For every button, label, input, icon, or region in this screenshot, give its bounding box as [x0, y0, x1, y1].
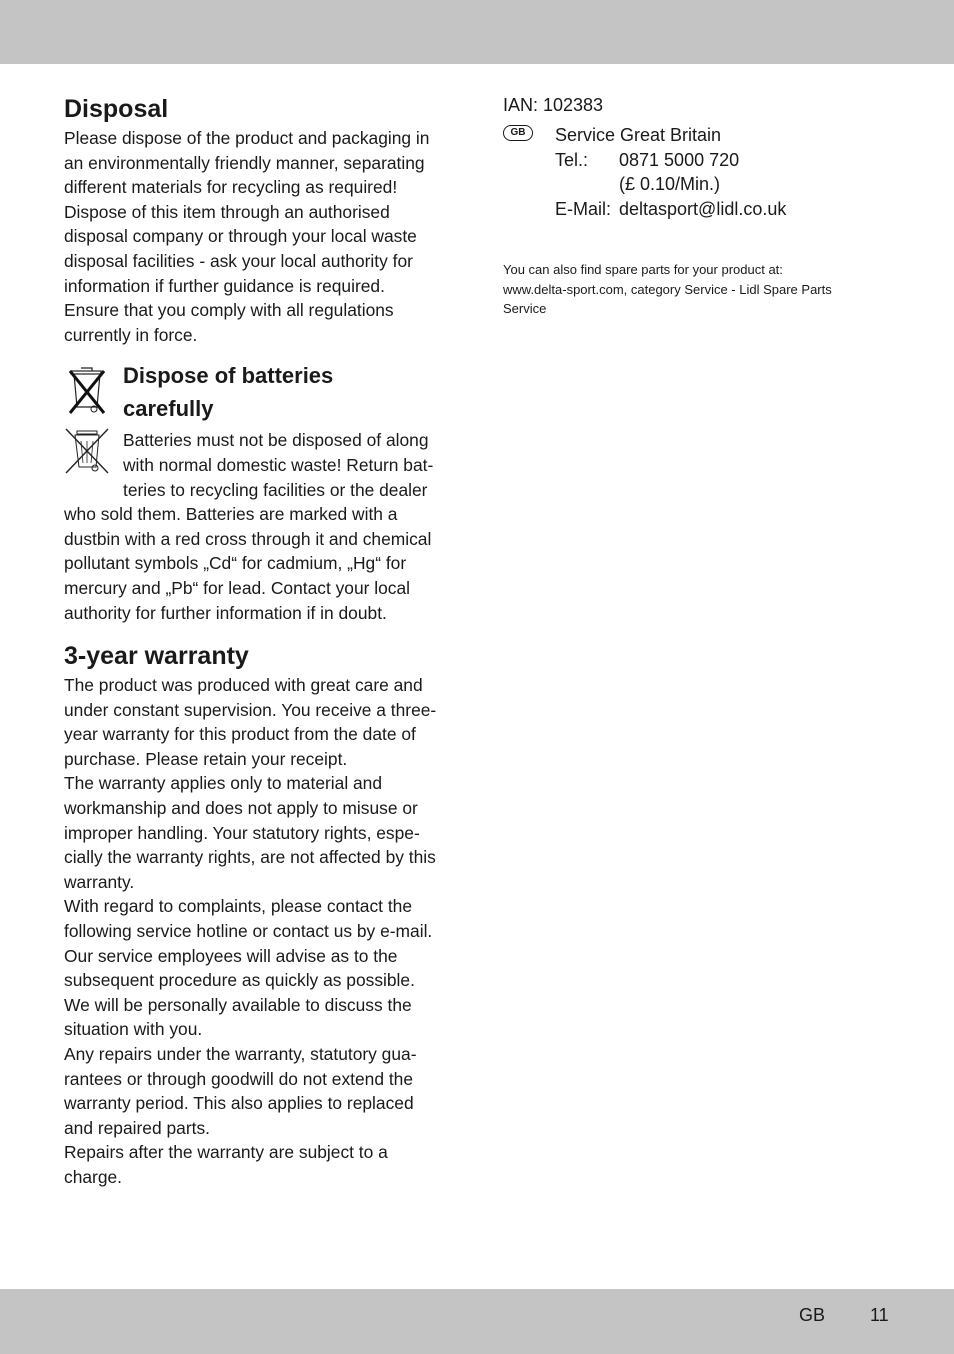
service-lines: [555, 123, 903, 221]
disposal-text: [64, 126, 456, 347]
text-line: The product was produced with great care and: [64, 675, 423, 696]
text-line: pollutant symbols „Cd“ for cadmium, „Hg“ for: [64, 553, 407, 574]
text-line: with normal domestic waste! Return bat-: [123, 454, 434, 475]
text-line: under constant supervision. You receive a three-: [64, 699, 437, 720]
crossed-wheelie-bin-icon: [64, 427, 110, 475]
tel-rate-spacer: [555, 172, 619, 197]
service-name: Service Great Britain: [555, 125, 722, 145]
text-line: year warranty for this product from the date of: [64, 724, 416, 745]
text-line: information if further guidance is required.: [64, 275, 385, 296]
batteries-heading: [123, 359, 456, 425]
service-contact: [503, 123, 903, 221]
text-line: and repaired parts.: [64, 1117, 210, 1138]
email-row: [555, 197, 903, 222]
text-line: currently in force.: [64, 324, 198, 345]
text-line: The warranty applies only to material and: [64, 773, 383, 794]
text-line: teries to recycling facilities or the dealer: [123, 479, 428, 500]
ian-number: IAN: 102383: [503, 95, 604, 115]
text-line: warranty.: [64, 871, 135, 892]
page-number: 11: [870, 1305, 889, 1325]
text-line: You can also find spare parts for your product at:: [503, 262, 783, 277]
text-line: Dispose of this item through an authorised: [64, 201, 390, 222]
batteries-text-indented: [123, 428, 456, 502]
disposal-heading: Disposal: [64, 95, 169, 123]
text-line: warranty period. This also applies to replaced: [64, 1093, 414, 1114]
text-line: following service hotline or contact us by e-mail.: [64, 921, 433, 942]
right-column: [503, 92, 903, 319]
text-line: mercury and „Pb“ for lead. Contact your local: [64, 577, 411, 598]
text-line: www.delta-sport.com, category Service - Lidl Spare Parts: [503, 281, 832, 297]
batteries-heading-line: Dispose of batteries: [123, 363, 334, 389]
text-line: Repairs after the warranty are subject to a: [64, 1142, 388, 1163]
email-label: E-Mail:: [555, 198, 612, 219]
tel-row: [555, 148, 903, 173]
crossed-bin-icon: [64, 363, 110, 417]
text-line: who sold them. Batteries are marked with a: [64, 504, 398, 525]
warranty-text: [64, 673, 456, 1189]
text-line: improper handling. Your statutory rights, espe-: [64, 822, 420, 843]
text-line: Service: [503, 301, 547, 316]
text-line: rantees or through goodwill do not extend the: [64, 1068, 414, 1089]
text-line: workmanship and does not apply to misuse or: [64, 798, 418, 819]
text-line: Ensure that you comply with all regulations: [64, 300, 394, 321]
text-line: charge.: [64, 1166, 123, 1187]
spare-parts-note: [503, 260, 863, 319]
text-line: disposal company or through your local waste: [64, 226, 417, 247]
battery-icons: [64, 363, 110, 475]
tel-rate-row: [555, 172, 903, 197]
tel-value: 0871 5000 720: [619, 149, 740, 170]
tel-rate: (£ 0.10/Min.): [619, 174, 721, 194]
left-column: [64, 92, 456, 1190]
email-value[interactable]: deltasport@lidl.co.uk: [619, 198, 787, 219]
header-bar: [0, 0, 954, 64]
text-line: Please dispose of the product and packaging in: [64, 128, 430, 148]
text-line: With regard to complaints, please contact the: [64, 896, 412, 917]
text-line: disposal facilities - ask your local authority for: [64, 250, 413, 271]
text-line: subsequent procedure as quickly as possible.: [64, 970, 415, 991]
text-line: purchase. Please retain your receipt.: [64, 748, 348, 769]
text-line: cially the warranty rights, are not affected by this: [64, 847, 436, 868]
country-badge: GB: [503, 125, 533, 141]
warranty-heading: 3-year warranty: [64, 642, 249, 671]
batteries-heading-line: carefully: [123, 396, 214, 422]
text-line: authority for further information if in doubt.: [64, 602, 387, 623]
text-line: Batteries must not be disposed of along: [123, 430, 429, 451]
text-line: situation with you.: [64, 1019, 203, 1040]
batteries-section: [64, 359, 456, 625]
text-line: an environmentally friendly manner, separating: [64, 152, 425, 173]
batteries-text: [64, 502, 456, 625]
text-line: We will be personally available to discuss the: [64, 994, 412, 1015]
text-line: different materials for recycling as required!: [64, 177, 398, 198]
footer-language: GB: [799, 1305, 826, 1325]
text-line: Our service employees will advise as to the: [64, 945, 398, 966]
tel-label: Tel.:: [555, 149, 589, 170]
text-line: dustbin with a red cross through it and chemical: [64, 528, 432, 549]
text-line: Any repairs under the warranty, statutory gua-: [64, 1044, 417, 1064]
